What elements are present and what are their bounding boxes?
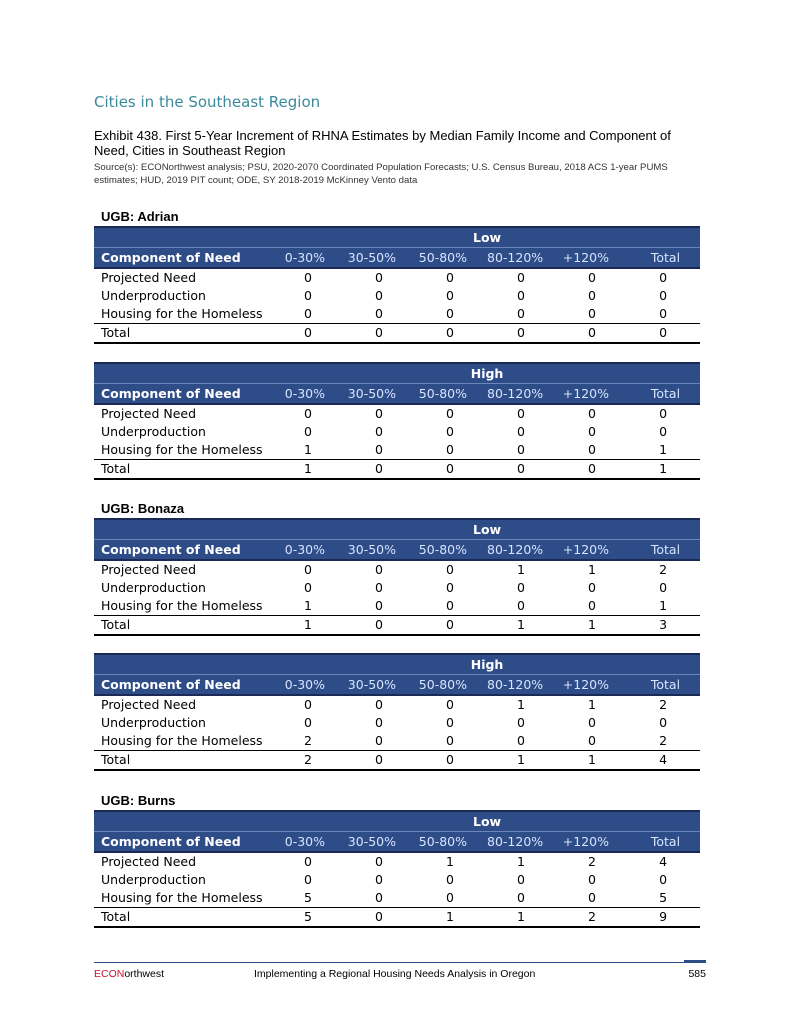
column-header-row — [94, 832, 700, 853]
column-header: 50-80% — [416, 832, 487, 853]
income-group-label: Low — [274, 811, 700, 832]
column-header: 80-120% — [487, 675, 558, 696]
total-value-cell: 1 — [487, 616, 558, 636]
value-cell: 0 — [446, 442, 454, 457]
value-cell: 0 — [304, 406, 312, 421]
value-cell: 1 — [588, 562, 596, 577]
value-cell: 0 — [375, 580, 383, 595]
value-cell: 0 — [304, 854, 312, 869]
group-spacer-cell — [94, 363, 274, 384]
value-cell: 0 — [588, 270, 596, 285]
value-cell: 1 — [446, 854, 454, 869]
income-group-label: High — [274, 363, 700, 384]
value-cell: 0 — [446, 306, 454, 321]
column-header: 0-30% — [274, 384, 345, 405]
column-header: 50-80% — [416, 540, 487, 561]
ugb-label: UGB: Adrian — [101, 209, 179, 224]
table-row — [94, 560, 700, 579]
column-header: 80-120% — [487, 248, 558, 269]
value-cell: 0 — [659, 288, 668, 303]
value-cell: 1 — [304, 598, 312, 613]
column-header: Total — [629, 540, 700, 561]
rhna-table — [94, 362, 700, 480]
column-header: 0-30% — [274, 832, 345, 853]
value-cell: 0 — [517, 580, 525, 595]
value-cell: 0 — [375, 562, 383, 577]
table-row — [94, 287, 700, 305]
value-cell: 0 — [517, 442, 525, 457]
value-cell: 1 — [588, 697, 596, 712]
value-cell: 0 — [375, 288, 383, 303]
income-group-label: Low — [274, 227, 700, 248]
value-cell: 0 — [446, 872, 454, 887]
rhna-table — [94, 810, 700, 928]
rhna-table — [94, 518, 700, 636]
income-group-header-row — [94, 227, 700, 248]
value-cell: 0 — [446, 288, 454, 303]
value-cell: 0 — [517, 872, 525, 887]
value-cell: 0 — [375, 598, 383, 613]
value-cell: 2 — [588, 854, 596, 869]
total-value-cell: 0 — [345, 908, 416, 928]
column-header: 80-120% — [487, 384, 558, 405]
rhna-table — [94, 226, 700, 344]
total-value-cell: 0 — [416, 751, 487, 771]
total-value-cell: 9 — [629, 908, 700, 928]
column-header: 0-30% — [274, 540, 345, 561]
value-cell: 0 — [375, 406, 383, 421]
column-header: 80-120% — [487, 540, 558, 561]
column-header: 30-50% — [345, 384, 416, 405]
section-title: Cities in the Southeast Region — [94, 93, 321, 111]
total-value-cell: 3 — [629, 616, 700, 636]
row-label: Total — [94, 324, 274, 344]
column-header: 50-80% — [416, 675, 487, 696]
value-cell: 0 — [375, 733, 383, 748]
value-cell: 0 — [659, 580, 668, 595]
row-label: Projected Need — [101, 854, 197, 869]
value-cell: 0 — [659, 270, 668, 285]
total-row — [94, 460, 700, 480]
value-cell: 0 — [304, 562, 312, 577]
page-number: 585 — [688, 968, 706, 980]
column-header: +120% — [558, 675, 629, 696]
value-cell: 1 — [304, 442, 312, 457]
row-label: Housing for the Homeless — [101, 733, 263, 748]
total-value-cell: 1 — [274, 616, 345, 636]
column-header-row — [94, 248, 700, 269]
brand-suffix: orthwest — [124, 968, 165, 980]
value-cell: 0 — [517, 270, 525, 285]
value-cell: 0 — [517, 288, 525, 303]
value-cell: 0 — [375, 442, 383, 457]
value-cell: 0 — [588, 598, 596, 613]
row-label: Housing for the Homeless — [101, 890, 263, 905]
total-value-cell: 0 — [345, 460, 416, 480]
table-row — [94, 714, 700, 732]
value-cell: 0 — [517, 890, 525, 905]
total-value-cell: 1 — [416, 908, 487, 928]
total-value-cell: 1 — [487, 908, 558, 928]
value-cell: 0 — [375, 424, 383, 439]
total-value-cell: 0 — [345, 751, 416, 771]
value-cell: 1 — [517, 854, 525, 869]
total-value-cell: 4 — [629, 751, 700, 771]
row-label: Projected Need — [101, 270, 197, 285]
column-header: +120% — [558, 384, 629, 405]
value-cell: 1 — [517, 562, 525, 577]
value-cell: 2 — [304, 733, 312, 748]
column-header: Total — [629, 384, 700, 405]
column-header: Component of Need — [94, 384, 274, 405]
column-header: Component of Need — [94, 248, 274, 269]
value-cell: 5 — [659, 890, 668, 905]
value-cell: 1 — [659, 598, 668, 613]
value-cell: 0 — [446, 424, 454, 439]
column-header: Total — [629, 675, 700, 696]
value-cell: 0 — [375, 270, 383, 285]
total-value-cell: 1 — [487, 751, 558, 771]
value-cell: 0 — [588, 872, 596, 887]
row-label: Underproduction — [101, 715, 206, 730]
value-cell: 0 — [304, 697, 312, 712]
column-header: +120% — [558, 832, 629, 853]
total-value-cell: 1 — [274, 460, 345, 480]
row-label: Total — [94, 751, 274, 771]
table-row — [94, 695, 700, 714]
brand-prefix: ECON — [94, 968, 125, 980]
value-cell: 0 — [659, 424, 668, 439]
ugb-label: UGB: Burns — [101, 793, 176, 808]
column-header: 50-80% — [416, 248, 487, 269]
column-header: +120% — [558, 248, 629, 269]
value-cell: 0 — [588, 424, 596, 439]
total-value-cell: 2 — [274, 751, 345, 771]
table-row — [94, 852, 700, 871]
total-value-cell: 0 — [629, 324, 700, 344]
value-cell: 0 — [304, 715, 312, 730]
footer-title: Implementing a Regional Housing Needs Analysis in Oregon — [254, 968, 536, 980]
column-header-row — [94, 540, 700, 561]
value-cell: 2 — [659, 697, 668, 712]
table-row — [94, 732, 700, 751]
column-header: +120% — [558, 540, 629, 561]
row-label: Projected Need — [101, 562, 197, 577]
value-cell: 0 — [588, 733, 596, 748]
group-spacer-cell — [94, 811, 274, 832]
column-header: Total — [629, 832, 700, 853]
table-row — [94, 889, 700, 908]
income-group-header-row — [94, 363, 700, 384]
income-group-header-row — [94, 811, 700, 832]
column-header: 30-50% — [345, 540, 416, 561]
value-cell: 0 — [659, 715, 668, 730]
value-cell: 0 — [375, 872, 383, 887]
value-cell: 0 — [446, 890, 454, 905]
table-row — [94, 423, 700, 441]
total-value-cell: 0 — [416, 460, 487, 480]
table-row — [94, 579, 700, 597]
income-group-header-row — [94, 654, 700, 675]
value-cell: 0 — [446, 733, 454, 748]
value-cell: 2 — [659, 733, 668, 748]
total-value-cell: 0 — [274, 324, 345, 344]
total-value-cell: 1 — [558, 616, 629, 636]
total-value-cell: 2 — [558, 908, 629, 928]
total-value-cell: 5 — [274, 908, 345, 928]
total-value-cell: 0 — [345, 616, 416, 636]
table-row — [94, 871, 700, 889]
value-cell: 0 — [588, 306, 596, 321]
value-cell: 0 — [304, 872, 312, 887]
group-spacer-cell — [94, 654, 274, 675]
page-number-bar — [684, 960, 706, 963]
value-cell: 0 — [375, 306, 383, 321]
row-label: Projected Need — [101, 697, 197, 712]
value-cell: 0 — [588, 715, 596, 730]
value-cell: 0 — [517, 424, 525, 439]
total-value-cell: 0 — [558, 324, 629, 344]
column-header: 50-80% — [416, 384, 487, 405]
value-cell: 0 — [375, 890, 383, 905]
table-row — [94, 268, 700, 287]
value-cell: 0 — [517, 733, 525, 748]
total-value-cell: 0 — [416, 616, 487, 636]
income-group-label: Low — [274, 519, 700, 540]
exhibit-title: Exhibit 438. First 5-Year Increment of RHNA Estimates by Median Family Income and Component of Need, Cities in Southeast Region — [94, 128, 671, 158]
row-label: Projected Need — [101, 406, 197, 421]
row-label: Underproduction — [101, 424, 206, 439]
value-cell: 0 — [375, 715, 383, 730]
value-cell: 0 — [375, 697, 383, 712]
table-row — [94, 404, 700, 423]
value-cell: 0 — [446, 715, 454, 730]
row-label: Underproduction — [101, 288, 206, 303]
column-header: 80-120% — [487, 832, 558, 853]
table-row — [94, 597, 700, 616]
rhna-table — [94, 653, 700, 771]
column-header: 30-50% — [345, 248, 416, 269]
value-cell: 0 — [659, 406, 668, 421]
value-cell: 0 — [446, 270, 454, 285]
total-value-cell: 1 — [629, 460, 700, 480]
value-cell: 0 — [304, 270, 312, 285]
column-header: Component of Need — [94, 675, 274, 696]
income-group-header-row — [94, 519, 700, 540]
total-value-cell: 1 — [558, 751, 629, 771]
row-label: Housing for the Homeless — [101, 442, 263, 457]
value-cell: 0 — [588, 890, 596, 905]
footer-brand — [94, 968, 164, 980]
total-value-cell: 0 — [487, 460, 558, 480]
column-header: 0-30% — [274, 248, 345, 269]
value-cell: 0 — [304, 306, 312, 321]
value-cell: 0 — [446, 598, 454, 613]
value-cell: 0 — [304, 288, 312, 303]
row-label: Total — [94, 616, 274, 636]
row-label: Underproduction — [101, 580, 206, 595]
value-cell: 1 — [659, 442, 668, 457]
value-cell: 0 — [659, 306, 668, 321]
table-row — [94, 441, 700, 460]
value-cell: 2 — [659, 562, 668, 577]
value-cell: 0 — [588, 288, 596, 303]
value-cell: 0 — [446, 562, 454, 577]
column-header: 30-50% — [345, 675, 416, 696]
value-cell: 4 — [659, 854, 668, 869]
column-header: 0-30% — [274, 675, 345, 696]
ugb-label: UGB: Bonaza — [101, 501, 185, 516]
row-label: Housing for the Homeless — [101, 306, 263, 321]
value-cell: 0 — [588, 442, 596, 457]
value-cell: 0 — [517, 715, 525, 730]
total-row — [94, 751, 700, 771]
row-label: Underproduction — [101, 872, 206, 887]
total-row — [94, 908, 700, 928]
group-spacer-cell — [94, 227, 274, 248]
column-header-row — [94, 675, 700, 696]
value-cell: 0 — [517, 306, 525, 321]
value-cell: 0 — [588, 406, 596, 421]
column-header-row — [94, 384, 700, 405]
value-cell: 0 — [517, 406, 525, 421]
total-value-cell: 0 — [345, 324, 416, 344]
total-row — [94, 324, 700, 344]
value-cell: 0 — [517, 598, 525, 613]
total-value-cell: 0 — [487, 324, 558, 344]
value-cell: 0 — [304, 580, 312, 595]
value-cell: 5 — [304, 890, 312, 905]
total-value-cell: 0 — [558, 460, 629, 480]
value-cell: 0 — [375, 854, 383, 869]
row-label: Housing for the Homeless — [101, 598, 263, 613]
column-header: 30-50% — [345, 832, 416, 853]
value-cell: 0 — [659, 872, 668, 887]
page-footer — [94, 962, 706, 982]
column-header: Total — [629, 248, 700, 269]
value-cell: 0 — [446, 697, 454, 712]
value-cell: 0 — [588, 580, 596, 595]
total-row — [94, 616, 700, 636]
value-cell: 0 — [446, 406, 454, 421]
income-group-label: High — [274, 654, 700, 675]
value-cell: 1 — [517, 697, 525, 712]
row-label: Total — [94, 908, 274, 928]
group-spacer-cell — [94, 519, 274, 540]
value-cell: 0 — [446, 580, 454, 595]
column-header: Component of Need — [94, 540, 274, 561]
column-header: Component of Need — [94, 832, 274, 853]
source-note: Source(s): ECONorthwest analysis; PSU, 2020-2070 Coordinated Population Forecasts; U.S. Census Bureau, 2018 ACS 1-year PUMS estimates; HUD, 2019 PIT count; ODE, SY 2018-2019 McKinney Vento data — [94, 162, 668, 186]
value-cell: 0 — [304, 424, 312, 439]
total-value-cell: 0 — [416, 324, 487, 344]
table-row — [94, 305, 700, 324]
row-label: Total — [94, 460, 274, 480]
